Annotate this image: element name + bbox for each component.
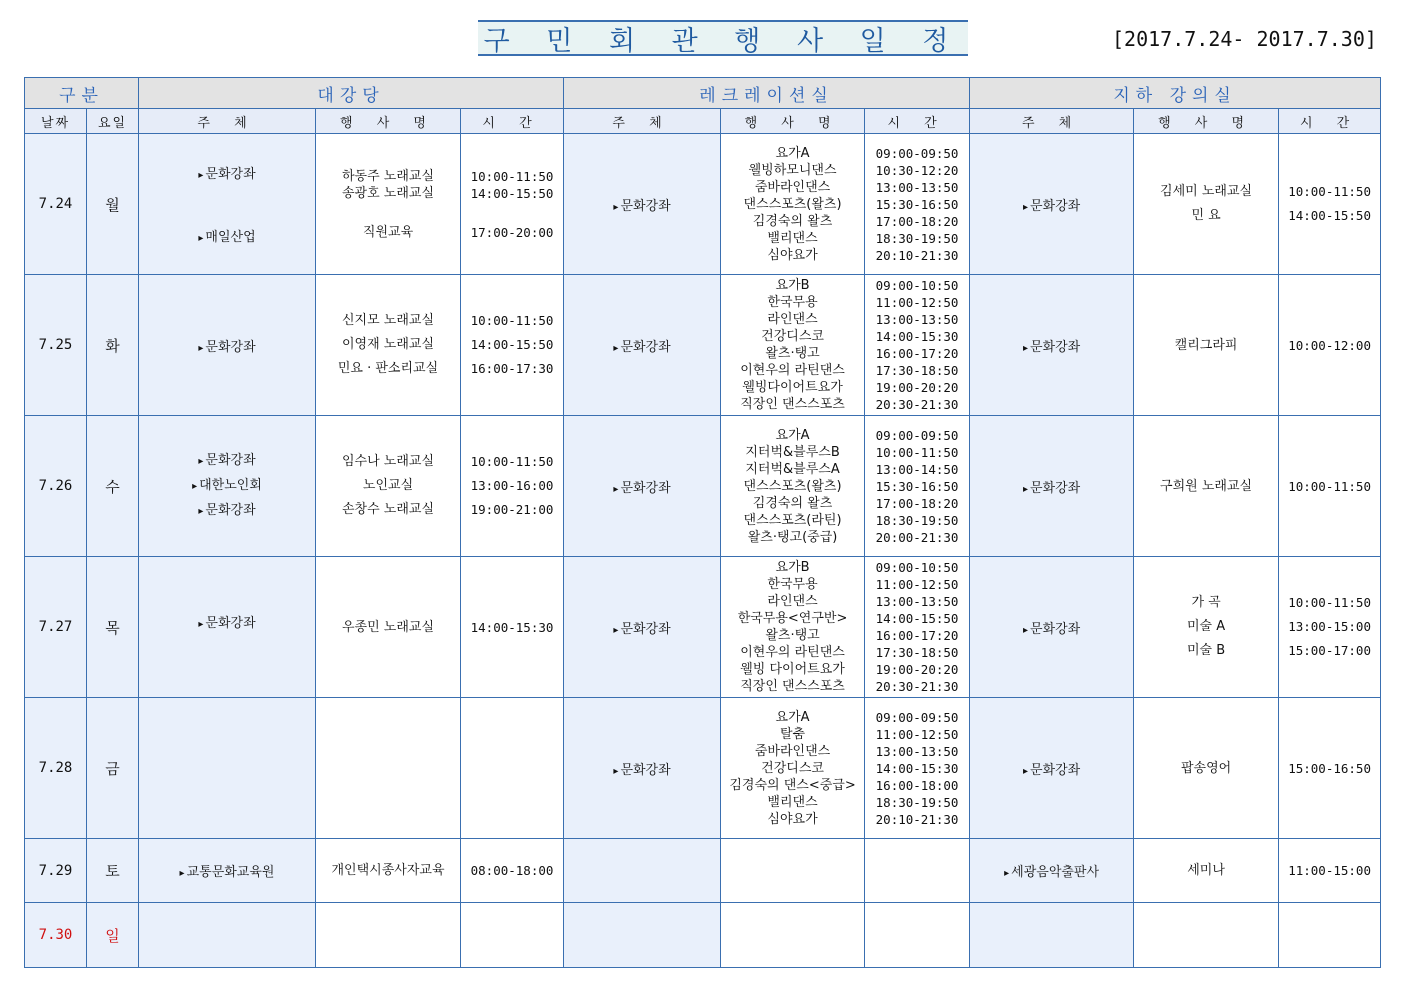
base-host-cell (970, 416, 1134, 557)
hall-time-cell (461, 903, 564, 968)
host-label: ▸ 문화강좌 (139, 449, 315, 474)
event-label: 미술 B (1186, 643, 1226, 658)
time-label: 13:00-13:50 (875, 594, 959, 609)
base-event-cell (1134, 903, 1279, 968)
time-label: 19:00-20:20 (875, 380, 959, 395)
col-dow: 요일 (87, 109, 139, 134)
date-cell: 7.30 (25, 903, 87, 968)
event-label: 하동주 노래교실 (341, 168, 435, 184)
time-label: 09:00-10:50 (875, 560, 959, 575)
dow-cell: 수 (87, 416, 139, 557)
event-label: 밸리댄스 (767, 230, 818, 246)
event-label: 왈츠·탱고 (765, 628, 820, 643)
time-label: 14:00-15:50 (470, 337, 554, 352)
dow-cell: 목 (87, 557, 139, 698)
time-label: 16:00-17:20 (875, 346, 959, 361)
hall-event-cell (316, 275, 461, 416)
time-label: 15:30-16:50 (875, 478, 959, 494)
event-label: 손창수 노래교실 (341, 502, 435, 517)
time-label: 13:00-13:50 (875, 312, 959, 327)
event-label: 한국무용 (767, 295, 818, 310)
col-rec-host: 주 체 (564, 109, 721, 134)
event-label: 심야요가 (767, 247, 818, 263)
header-basement: 지하 강의실 (970, 78, 1381, 109)
hall-time-cell (461, 416, 564, 557)
host-label: ▸ 매일산업 (139, 226, 315, 245)
time-label: 13:00-14:50 (875, 461, 959, 477)
base-time-cell (1279, 698, 1381, 839)
time-label: 10:00-11:50 (1288, 478, 1371, 494)
event-label: 라인댄스 (767, 312, 818, 327)
time-label: 13:00-13:50 (875, 179, 959, 195)
event-label: 웰빙다이어트요가 (742, 380, 843, 395)
rec-time-cell (865, 557, 970, 698)
hall-event-cell (316, 416, 461, 557)
hall-host-cell (139, 416, 316, 557)
base-event-cell (1134, 416, 1279, 557)
hall-host-cell (139, 903, 316, 968)
rec-host-cell (564, 903, 721, 968)
time-label: 20:00-21:30 (875, 529, 959, 545)
time-label: 16:00-17:20 (875, 628, 959, 643)
event-label: 직장인 댄스스포츠 (740, 397, 845, 412)
time-label: 11:00-12:50 (875, 295, 959, 310)
time-label: 19:00-21:00 (470, 502, 554, 517)
base-event-cell (1134, 134, 1279, 275)
time-label: 17:00-18:20 (875, 495, 959, 511)
base-host-cell (970, 557, 1134, 698)
rec-host-cell (564, 698, 721, 839)
rec-host-cell (564, 416, 721, 557)
time-label: 15:00-17:00 (1288, 643, 1371, 658)
time-label: 20:30-21:30 (875, 397, 959, 412)
event-label: 줌바라인댄스 (754, 743, 831, 759)
base-event-cell (1134, 698, 1279, 839)
base-host-cell (970, 275, 1134, 416)
schedule-table (24, 77, 1381, 968)
event-label: 김경숙의 왈츠 (752, 213, 833, 229)
col-hall-time: 시 간 (461, 109, 564, 134)
hall-host-cell (139, 839, 316, 903)
time-label: 16:00-18:00 (875, 777, 959, 793)
rec-time-cell (865, 698, 970, 839)
time-label: 09:00-09:50 (875, 709, 959, 725)
date-range: [2017.7.24- 2017.7.30] (1112, 27, 1377, 51)
event-label: 요가A (775, 709, 810, 725)
rec-host-cell (564, 839, 721, 903)
rec-host-cell (564, 134, 721, 275)
hall-time-cell (461, 557, 564, 698)
event-label: 댄스스포츠(왈츠) (743, 196, 842, 212)
time-label: 20:10-21:30 (875, 811, 959, 827)
base-host-cell (970, 903, 1134, 968)
host-label: ▸ 문화강좌 (970, 195, 1133, 214)
header-recreation: 레크레이션실 (564, 78, 970, 109)
event-label: 탈춤 (779, 726, 806, 742)
base-time-cell (1279, 557, 1381, 698)
time-label: 11:00-12:50 (875, 726, 959, 742)
date-cell: 7.24 (25, 134, 87, 275)
date-cell: 7.28 (25, 698, 87, 839)
rec-time-cell (865, 275, 970, 416)
date-cell: 7.25 (25, 275, 87, 416)
table-row (25, 839, 1381, 903)
time-label: 13:00-15:00 (1288, 619, 1371, 634)
event-label: 가 곡 (1191, 595, 1221, 610)
rec-time-cell (865, 903, 970, 968)
rec-host-cell (564, 275, 721, 416)
header-hall: 대강당 (139, 78, 564, 109)
event-label: 라인댄스 (767, 594, 818, 609)
event-label: 구희원 노래교실 (1160, 478, 1253, 494)
time-label: 14:00-15:50 (875, 611, 959, 626)
rec-event-cell (721, 134, 865, 275)
event-label: 요가B (775, 278, 810, 293)
base-host-cell (970, 134, 1134, 275)
rec-event-cell (721, 275, 865, 416)
time-label: 10:00-12:00 (1288, 337, 1371, 353)
table-row (25, 698, 1381, 839)
event-label: 미술 A (1187, 619, 1226, 634)
event-label: 웰빙 다이어트요가 (740, 662, 845, 677)
event-label: 신지모 노래교실 (341, 313, 435, 328)
hall-host-cell (139, 275, 316, 416)
host-label: ▸ 문화강좌 (139, 336, 315, 355)
col-base-time: 시 간 (1279, 109, 1381, 134)
base-host-cell (970, 698, 1134, 839)
col-rec-event: 행 사 명 (721, 109, 865, 134)
dow-cell: 토 (87, 839, 139, 903)
event-label: 직장인 댄스스포츠 (740, 679, 845, 694)
base-event-cell (1134, 839, 1279, 903)
dow-cell: 월 (87, 134, 139, 275)
col-base-event: 행 사 명 (1134, 109, 1279, 134)
event-label: 개인택시종사자교육 (331, 863, 445, 878)
host-label: ▸ 문화강좌 (970, 618, 1133, 637)
time-label: 19:00-20:20 (875, 662, 959, 677)
time-label: 10:00-11:50 (1288, 184, 1371, 199)
time-label: 15:00-16:50 (1288, 760, 1371, 776)
time-label: 20:10-21:30 (875, 247, 959, 263)
host-label: ▸ 문화강좌 (139, 612, 315, 631)
event-label: 줌바라인댄스 (754, 179, 831, 195)
table-row (25, 275, 1381, 416)
event-label: 직원교육 (362, 224, 414, 240)
time-label: 17:30-18:50 (875, 645, 959, 660)
rec-event-cell (721, 557, 865, 698)
event-label: 임수나 노래교실 (341, 454, 435, 469)
rec-time-cell (865, 839, 970, 903)
event-label: 지터벅&블루스B (745, 444, 840, 460)
col-base-host: 주 체 (970, 109, 1134, 134)
host-label: ▸ 문화강좌 (970, 336, 1133, 355)
event-label: 지터벅&블루스A (745, 461, 840, 477)
event-label: 팝송영어 (1180, 760, 1232, 776)
time-label: 16:00-17:30 (470, 361, 554, 376)
time-label: 14:00-15:30 (470, 619, 554, 635)
time-label: 17:00-20:00 (470, 224, 554, 240)
time-label: 09:00-09:50 (875, 145, 959, 161)
event-label: 민요 · 판소리교실 (337, 361, 439, 376)
base-time-cell (1279, 839, 1381, 903)
host-label: ▸ 문화강좌 (970, 759, 1133, 778)
rec-event-cell (721, 698, 865, 839)
page-title: 구 민 회 관 행 사 일 정 (483, 25, 963, 57)
table-row (25, 134, 1381, 275)
hall-event-cell (316, 557, 461, 698)
base-time-cell (1279, 134, 1381, 275)
event-label: 캘리그라피 (1174, 337, 1238, 353)
dow-cell: 일 (87, 903, 139, 968)
event-label: 우종민 노래교실 (341, 619, 435, 635)
time-label: 20:30-21:30 (875, 679, 959, 694)
time-label: 14:00-15:30 (875, 329, 959, 344)
event-label: 이현우의 라틴댄스 (740, 363, 845, 378)
hall-host-cell (139, 134, 316, 275)
hall-time-cell (461, 698, 564, 839)
hall-host-cell (139, 557, 316, 698)
time-label: 10:30-12:20 (875, 162, 959, 178)
event-label: 한국무용 (767, 577, 818, 592)
event-label: 요가A (775, 145, 810, 161)
time-label: 14:00-15:50 (470, 185, 554, 201)
hall-event-cell (316, 698, 461, 839)
event-label: 세미나 (1187, 863, 1225, 878)
event-label: 요가A (775, 427, 810, 443)
event-label: 한국무용<연구반> (737, 611, 848, 626)
hall-time-cell (461, 134, 564, 275)
rec-host-cell (564, 557, 721, 698)
event-label: 심야요가 (767, 811, 818, 827)
event-label: 이영재 노래교실 (341, 337, 435, 352)
rec-event-cell (721, 903, 865, 968)
date-cell: 7.26 (25, 416, 87, 557)
time-label: 10:00-11:50 (1288, 595, 1371, 610)
event-label: 밸리댄스 (767, 794, 818, 810)
event-label: 송광호 노래교실 (341, 185, 435, 201)
event-label: 민 요 (1191, 208, 1221, 223)
event-label: 김세미 노래교실 (1160, 184, 1253, 199)
hall-event-cell (316, 134, 461, 275)
host-label: ▸ 세광음악출판사 (970, 861, 1133, 880)
host-label: ▸ 문화강좌 (139, 499, 315, 524)
time-label: 13:00-16:00 (470, 478, 554, 493)
base-time-cell (1279, 416, 1381, 557)
time-label: 14:00-15:50 (1288, 208, 1371, 223)
time-label: 10:00-11:50 (470, 454, 554, 469)
host-label: ▸ 문화강좌 (564, 759, 720, 778)
time-label: 10:00-11:50 (875, 444, 959, 460)
rec-time-cell (865, 416, 970, 557)
event-label: 웰빙하모니댄스 (748, 162, 837, 178)
event-label: 댄스스포츠(왈츠) (743, 478, 842, 494)
table-row (25, 903, 1381, 968)
host-label: ▸ 문화강좌 (564, 195, 720, 214)
date-cell: 7.27 (25, 557, 87, 698)
event-label: 건강디스코 (761, 329, 824, 344)
time-label: 09:00-10:50 (875, 278, 959, 293)
event-label: 왈츠·탱고(중급) (747, 529, 838, 545)
event-label: 이현우의 라틴댄스 (740, 645, 845, 660)
dow-cell: 화 (87, 275, 139, 416)
rec-event-cell (721, 839, 865, 903)
event-label: 건강디스코 (761, 760, 824, 776)
header-gubun: 구분 (25, 78, 139, 109)
col-rec-time: 시 간 (865, 109, 970, 134)
host-label: ▸ 문화강좌 (564, 477, 720, 496)
event-label: 노인교실 (362, 478, 414, 493)
time-label: 13:00-13:50 (875, 743, 959, 759)
time-label: 18:30-19:50 (875, 512, 959, 528)
event-label: 김경숙의 왈츠 (752, 495, 833, 511)
event-label: 요가B (775, 560, 810, 575)
time-label: 11:00-15:00 (1288, 863, 1371, 878)
hall-event-cell (316, 839, 461, 903)
rec-event-cell (721, 416, 865, 557)
base-time-cell (1279, 275, 1381, 416)
col-hall-event: 행 사 명 (316, 109, 461, 134)
col-hall-host: 주 체 (139, 109, 316, 134)
host-label: ▸ 대한노인회 (139, 474, 315, 499)
time-label: 15:30-16:50 (875, 196, 959, 212)
table-row (25, 557, 1381, 698)
time-label: 09:00-09:50 (875, 427, 959, 443)
time-label: 08:00-18:00 (470, 863, 554, 878)
time-label: 18:30-19:50 (875, 230, 959, 246)
time-label: 14:00-15:30 (875, 760, 959, 776)
time-label: 10:00-11:50 (470, 313, 554, 328)
dow-cell: 금 (87, 698, 139, 839)
hall-time-cell (461, 839, 564, 903)
table-row (25, 416, 1381, 557)
event-label: 김경숙의 댄스<중급> (729, 777, 856, 793)
host-label: ▸ 문화강좌 (564, 618, 720, 637)
time-label: 17:30-18:50 (875, 363, 959, 378)
base-event-cell (1134, 557, 1279, 698)
event-label: 왈츠·탱고 (765, 346, 820, 361)
hall-time-cell (461, 275, 564, 416)
rec-time-cell (865, 134, 970, 275)
base-event-cell (1134, 275, 1279, 416)
hall-host-cell (139, 698, 316, 839)
host-label: ▸ 문화강좌 (139, 163, 315, 182)
date-cell: 7.29 (25, 839, 87, 903)
host-label: ▸ 교통문화교육원 (139, 861, 315, 880)
col-date: 날짜 (25, 109, 87, 134)
hall-event-cell (316, 903, 461, 968)
base-time-cell (1279, 903, 1381, 968)
title-banner (478, 20, 968, 56)
time-label: 11:00-12:50 (875, 577, 959, 592)
time-label: 10:00-11:50 (470, 168, 554, 184)
base-host-cell (970, 839, 1134, 903)
time-label: 17:00-18:20 (875, 213, 959, 229)
time-label: 18:30-19:50 (875, 794, 959, 810)
host-label: ▸ 문화강좌 (564, 336, 720, 355)
host-label: ▸ 문화강좌 (970, 477, 1133, 496)
event-label: 댄스스포츠(라틴) (743, 512, 842, 528)
